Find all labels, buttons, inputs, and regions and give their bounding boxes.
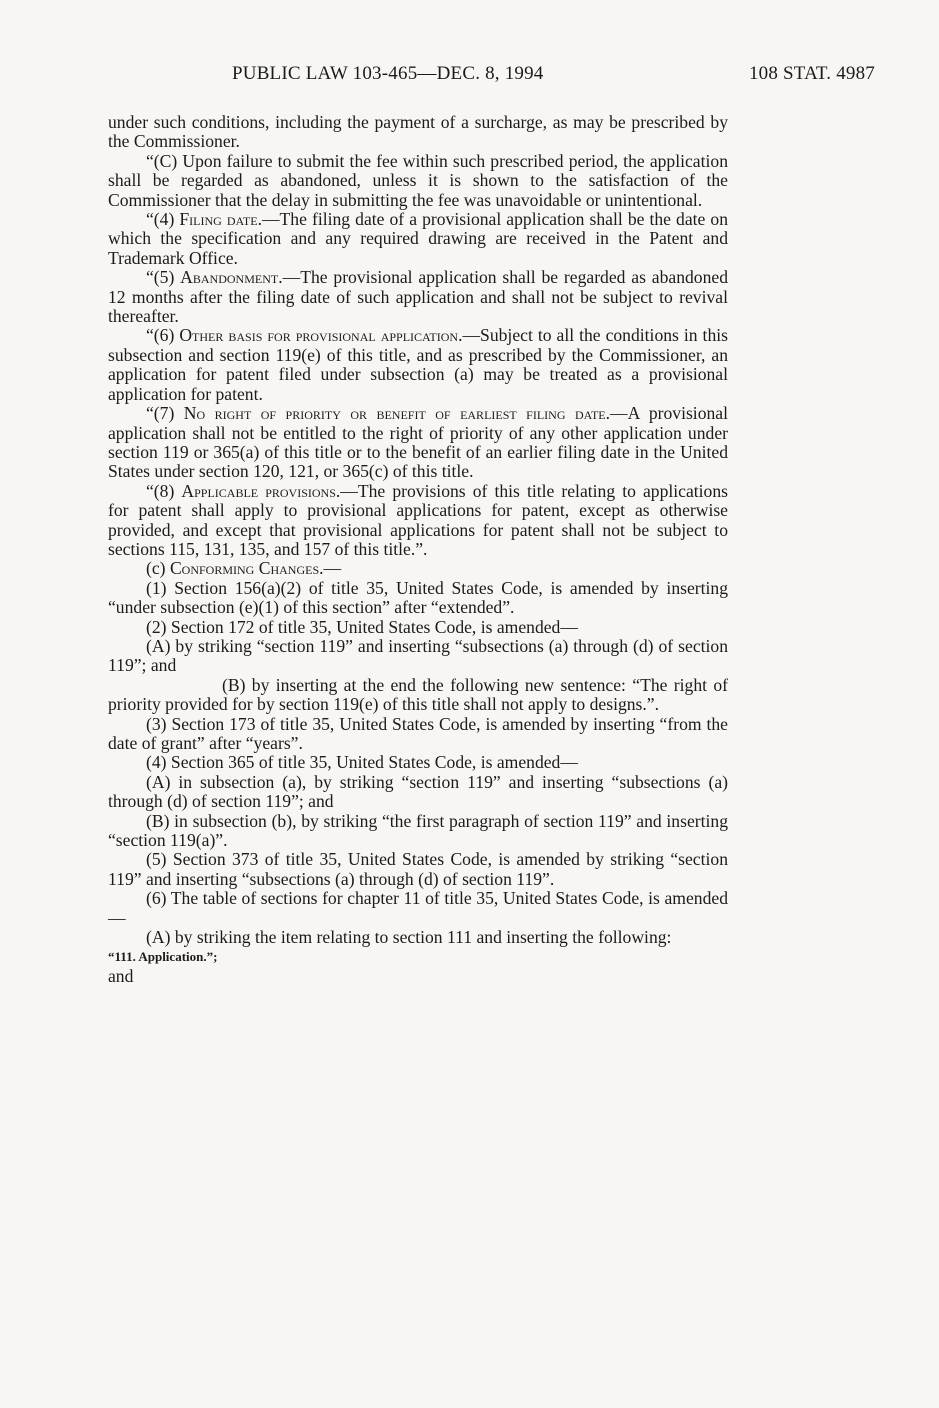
paragraph-lead: “(6) — [146, 325, 180, 346]
paragraph — [108, 268, 728, 326]
paragraph: (2) Section 172 of title 35, United States Code, is amended— — [146, 616, 578, 637]
paragraph-lead: “(7) — [146, 403, 184, 424]
paragraph: (4) Section 365 of title 35, United States Code, is amended— — [146, 752, 578, 773]
header-citation: PUBLIC LAW 103-465—DEC. 8, 1994 — [232, 63, 544, 84]
paragraph-text: .—Subject to all the conditions in this subsection and section 119(e) of this title, and as prescribed by the Commissioner, an application for patent filed under subsection (a) may be treated as a provisional application for patent. — [108, 325, 728, 404]
paragraph-lead: “(5) — [146, 267, 181, 288]
paragraph-heading: No right of priority or benefit of earliest filing date — [183, 403, 606, 424]
paragraph-lead: “(8) — [146, 480, 182, 501]
paragraph: (A) by striking “section 119” and inserting “subsections (a) through (d) of section 119”; and — [108, 635, 728, 676]
paragraph-heading: Abandonment — [180, 267, 279, 288]
table-of-sections-item: “111. Application.”; — [108, 949, 218, 965]
paragraph-text: .—The provisional application shall be regarded as abandoned 12 months after the filing date of such application and shall not be subject to revival thereafter. — [108, 267, 728, 327]
paragraph: (5) Section 373 of title 35, United States Code, is amended by striking “section 119” and inserting “subsections (a) through (d) of section 119”. — [108, 849, 728, 889]
paragraph: (B) in subsection (b), by striking “the first paragraph of section 119” and inserting “section 119(a)”. — [108, 810, 728, 851]
paragraph: (3) Section 173 of title 35, United States Code, is amended by inserting “from the date of grant” after “years”. — [108, 713, 728, 753]
paragraph: (1) Section 156(a)(2) of title 35, United States Code, is amended by inserting “under subsection (e)(1) of this section” after “extended”. — [108, 577, 728, 618]
paragraph-lead: “(4) — [146, 209, 180, 230]
paragraph-heading: Conforming Changes — [169, 558, 320, 579]
paragraph: “(C) Upon failure to submit the fee within such prescribed period, the application shall be regarded as abandoned, unless it is shown to the satisfaction of the Commissioner that the delay in submitting the fee was unavoidable or unintentional. — [108, 150, 728, 210]
paragraph: (A) by striking the item relating to section 111 and inserting the following: — [146, 927, 672, 948]
header-page-number: 108 STAT. 4987 — [748, 63, 875, 84]
paragraph-heading: Other basis for provisional application — [179, 325, 459, 346]
paragraph: (A) in subsection (a), by striking “section 119” and inserting “subsections (a) through (d) of section 119”; and — [108, 771, 728, 812]
conjunction-text: and — [108, 965, 134, 986]
body-text — [108, 113, 728, 986]
paragraph-text: .— — [319, 558, 342, 579]
paragraph-lead: (c) — [146, 558, 170, 579]
paragraph: (6) The table of sections for chapter 11 of title 35, United States Code, is amended— — [108, 888, 728, 928]
paragraph — [108, 404, 728, 482]
paragraph — [108, 482, 728, 560]
paragraph-text: .—The filing date of a provisional application shall be the date on which the specification and any required drawing are received in the Patent and Trademark Office. — [108, 209, 729, 268]
paragraph — [108, 559, 728, 578]
paragraph: under such conditions, including the payment of a surcharge, as may be prescribed by the Commissioner. — [108, 112, 728, 152]
paragraph — [108, 326, 728, 404]
paragraph-heading: Filing date — [179, 209, 258, 230]
paragraph-text: .—The provisions of this title relating to applications for patent shall apply to provisional applications for patent, except as otherwise provided, and except that provisional applications for patent shall not be subject to sections 115, 131, 135, and 157 of this title.”. — [108, 480, 728, 559]
paragraph-heading: Applicable provisions — [181, 480, 336, 501]
paragraph: (B) by inserting at the end the following new sentence: “The right of priority provided for by section 119(e) of this title shall not apply to designs.”. — [108, 674, 728, 715]
paragraph — [108, 210, 728, 268]
paragraph-text: .—A provisional application shall not be entitled to the right of priority of any other application under section 119 or 365(a) of this title or to the benefit of an earlier filing date in the United States under section 120, 121, or 365(c) of this title. — [108, 403, 728, 482]
